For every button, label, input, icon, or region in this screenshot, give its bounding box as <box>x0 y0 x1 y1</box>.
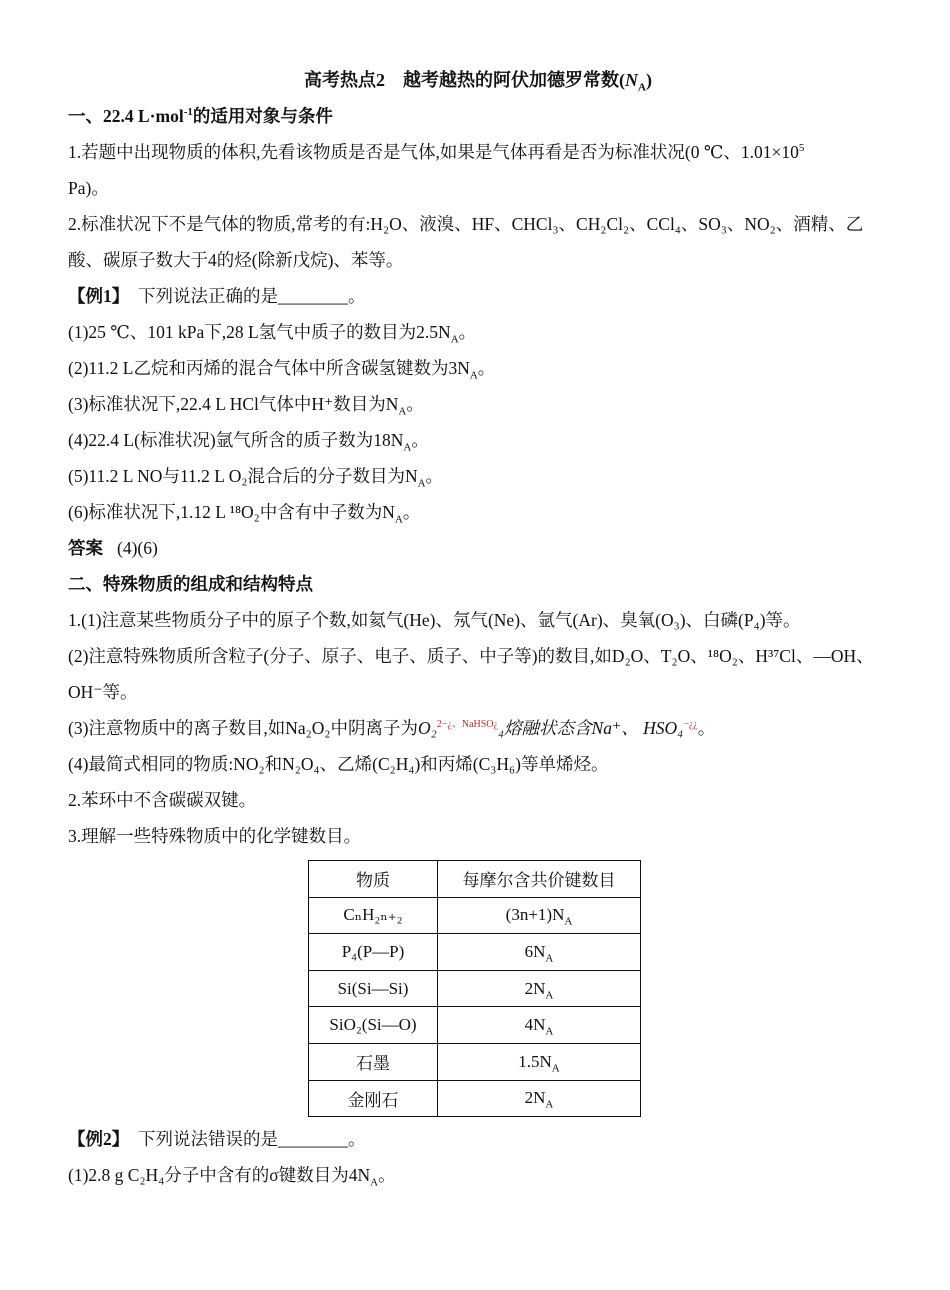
section2-paragraph-3: (3)注意物质中的离子数目,如Na₂O₂中阴离子为O₂$^{2-¿、NaHSO¿}$₄熔融状态含Na⁺、 HSO₄−¿¿。 <box>68 718 716 738</box>
answer-1: 答案 (4)(6) <box>68 538 158 558</box>
list-item: (2)11.2 L乙烷和丙烯的混合气体中所含碳氢键数为$3N_A$。 <box>68 358 496 382</box>
section1-paragraph-2: 2.标准状况下不是气体的物质,常考的有:H₂O、液溴、HF、CHCl₃、CH₂Cl₂、CCl₄、SO₃、NO₂、酒精、乙酸、碳原子数大于4的烃(除新戊烷)、苯等。 <box>68 214 864 270</box>
table-row <box>309 1043 641 1080</box>
table-cell-substance: Si(Si—Si) <box>309 970 438 1007</box>
section-heading-2: 二、特殊物质的组成和结构特点 <box>68 574 313 594</box>
table-row <box>309 1007 641 1044</box>
table-cell-bond-count: $4N_A$ <box>438 1007 641 1044</box>
table-cell-bond-count: $1.5N_A$ <box>438 1043 641 1080</box>
table-row <box>309 934 641 971</box>
section2-paragraph-5: 2.苯环中不含碳碳双键。 <box>68 790 257 810</box>
table-row <box>309 1080 641 1117</box>
list-item: (5)11.2 L NO与11.2 L O₂混合后的分子数目为$N_A$。 <box>68 466 444 490</box>
list-item: (4)22.4 L(标准状况)氩气所含的质子数为$18N_A$。 <box>68 430 429 454</box>
section1-paragraph-1: 1.若题中出现物质的体积,先看该物质是否是气体,如果是气体再看是否为标准状况(0 ℃、$1.01\times 10^5$ Pa)。 <box>68 142 805 198</box>
section2-paragraph-4: (4)最简式相同的物质:NO₂和N₂O₄、乙烯(C₂H₄)和丙烯(C₃H₆)等单烯烃。 <box>68 754 609 774</box>
table-cell-substance: 石墨 <box>309 1043 438 1080</box>
table-cell-substance: CₙH₂ₙ₊₂ <box>309 897 438 934</box>
table-cell-substance: SiO₂(Si—O) <box>309 1007 438 1044</box>
table-header-substance: 物质 <box>309 861 438 898</box>
table-body <box>309 897 641 1117</box>
list-item: (1)25 ℃、101 kPa下,28 L氢气中质子的数目为$2.5N_A$。 <box>68 322 477 346</box>
table-row <box>309 970 641 1007</box>
example-1-prompt: 【例1】 下列说法正确的是________。 <box>68 286 366 306</box>
list-item: (3)标准状况下,22.4 L HCl气体中H⁺数目为$N_A$。 <box>68 394 424 418</box>
example-2-prompt: 【例2】 下列说法错误的是________。 <box>68 1129 366 1150</box>
document-page <box>68 62 888 1193</box>
table-cell-substance: 金刚石 <box>309 1080 438 1117</box>
table-cell-bond-count: $2N_A$ <box>438 1080 641 1117</box>
section2-paragraph-2: (2)注意特殊物质所含粒子(分子、原子、电子、质子、中子等)的数目,如D₂O、T₂O、¹⁸O₂、H³⁷Cl、—OH、OH⁻等。 <box>68 646 874 702</box>
table-header-bond-count: 每摩尔含共价键数目 <box>438 861 641 898</box>
bond-count-table <box>308 860 641 1117</box>
section-heading-1: 一、22.4 L·mol$^{-1}$的适用对象与条件 <box>68 106 333 126</box>
table-row <box>309 897 641 934</box>
table-cell-bond-count: $6N_A$ <box>438 934 641 971</box>
section2-paragraph-1: 1.(1)注意某些物质分子中的原子个数,如氦气(He)、氖气(Ne)、氩气(Ar)、臭氧(O₃)、白磷(P₄)等。 <box>68 610 801 630</box>
section2-paragraph-6: 3.理解一些特殊物质中的化学键数目。 <box>68 826 362 846</box>
list-item: (1)2.8 g C₂H₄分子中含有的σ键数目为$4N_A$。 <box>68 1165 396 1189</box>
table-cell-bond-count: $2N_A$ <box>438 970 641 1007</box>
example-2-items <box>68 1157 888 1193</box>
table-header-row <box>309 861 641 898</box>
example-1-items <box>68 314 888 530</box>
table-cell-bond-count: $(3n+1)N_A$ <box>438 897 641 934</box>
page-title: 高考热点2 越考越热的阿伏加德罗常数$(N_A)$ <box>304 70 652 94</box>
table-cell-substance: P₄(P—P) <box>309 934 438 971</box>
list-item: (6)标准状况下,1.12 L ¹⁸O₂中含有中子数为$N_A$。 <box>68 502 421 526</box>
